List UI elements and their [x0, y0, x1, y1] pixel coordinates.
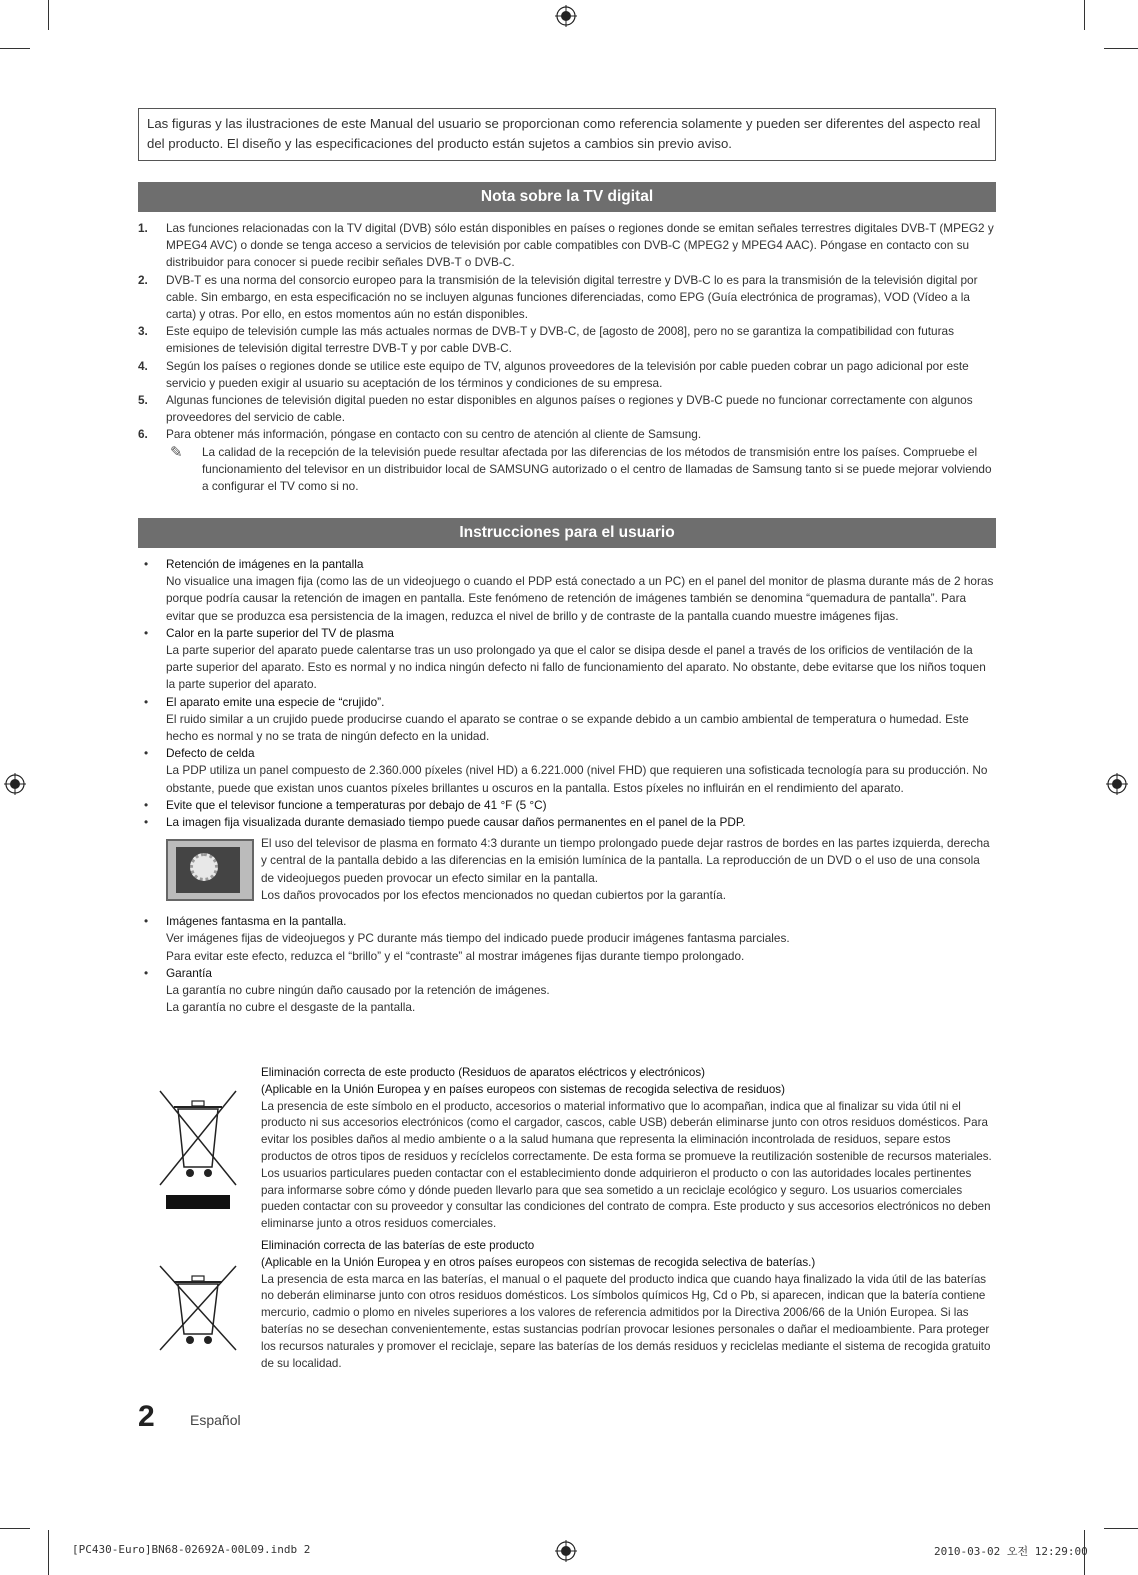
item-number: 1.	[138, 221, 148, 235]
list-item: • Imágenes fantasma en la pantalla. Ver imágenes fijas de videojuegos y PC durante más tiempo del indicado puede producir imágenes fantasma parciales. Para evitar este efecto, reduzca el “brillo” y el “contraste” al mostrar imágenes fijas durante tiempo prolongado.	[138, 913, 996, 965]
digital-tv-notes-list	[138, 220, 996, 495]
list-item	[138, 426, 996, 495]
item-body: La PDP utiliza un panel compuesto de 2.360.000 píxeles (nivel HD) a 6.221.000 (nivel FHD) que requieren una sofisticada tecnología para su producción. No obstante, puede que existan unos cuantos píxeles brillantes u oscuros en la pantalla. Estos píxeles no influirán en el rendimiento del aparato.	[166, 763, 988, 795]
tv-screen-image	[166, 839, 254, 901]
item-text: Para obtener más información, póngase en contacto con su centro de atención al cliente de Samsung.	[166, 427, 702, 442]
section-title-user-instructions: Instrucciones para el usuario	[138, 518, 996, 548]
item-body: Para evitar este efecto, reduzca el “brillo” y el “contraste” al mostrar imágenes fijas durante tiempo prolongado.	[166, 948, 745, 963]
registration-mark-icon	[555, 1540, 577, 1562]
list-item	[138, 358, 996, 392]
list-item: • Calor en la parte superior del TV de plasma La parte superior del aparato puede calentarse tras un uso prolongado ya que el calor se disipa desde el panel a través de los orificios de ventilación de la parte superior del aparato. Esto es normal y no indica ningún defecto ni fallo de funcionamiento del aparato. No obstante, debe evitarse que los niños toquen la parte superior del aparato.	[138, 625, 996, 694]
crossed-out-bin-icon	[158, 1087, 238, 1209]
user-instructions-list	[138, 556, 996, 1016]
item-heading: Calor en la parte superior del TV de plasma	[166, 625, 394, 640]
item-text: Este equipo de televisión cumple las más actuales normas de DVB-T y DVB-C, de [agosto de 2008], pero no se garantiza la compatibilidad con futuras emisiones de televisión digital terrestre DVB-T y por cable DVB-C.	[166, 324, 954, 356]
item-text: Según los países o regiones donde se utilice este equipo de TV, algunos proveedores de la televisión por cable pueden cobrar un pago adicional por este servicio y pueden exigir al usuario su aceptación de los términos y condiciones de su empresa.	[166, 358, 969, 390]
page-language: Español	[190, 1412, 241, 1428]
item-body: Ver imágenes fijas de videojuegos y PC durante más tiempo del indicado puede producir imágenes fantasma parciales.	[166, 931, 790, 946]
list-item: • Defecto de celda La PDP utiliza un panel compuesto de 2.360.000 píxeles (nivel HD) a 6.221.000 (nivel FHD) que requieren una sofisticada tecnología para su producción. No obstante, puede que existan unos cuantos píxeles brillantes u oscuros en la pantalla. Estos píxeles no influirán en el rendimiento del aparato.	[138, 745, 996, 797]
list-item	[138, 323, 996, 357]
item-heading: Retención de imágenes en la pantalla	[166, 557, 364, 571]
list-item: • Evite que el televisor funcione a temperaturas por debajo de 41 °F (5 °C)	[138, 797, 996, 814]
item-heading: Garantía	[166, 965, 212, 980]
list-item	[138, 220, 996, 272]
item-heading: La imagen fija visualizada durante demasiado tiempo puede causar daños permanentes en el panel de la PDP.	[166, 815, 746, 830]
print-timestamp: 2010-03-02 오전 12:29:00	[934, 1545, 1088, 1558]
item-heading: El aparato emite una especie de “crujido”.	[166, 694, 385, 709]
screen-burn-text: El uso del televisor de plasma en formato 4:3 durante un tiempo prolongado puede dejar rastros de bordes en las partes izquierda, derecha y central de la pantalla debido a las diferencias en la emisión lumínica de la pantalla. La reproducción de un DVD o el uso de una consola de videojuegos pueden provocar un efecto similar en la pantalla. Los daños provocados por los efectos mencionados no quedan cubiertos por la garantía.	[261, 836, 990, 902]
registration-mark-icon	[555, 5, 577, 27]
registration-mark-icon	[1106, 773, 1128, 795]
crop-mark	[48, 1530, 49, 1575]
item-heading: Defecto de celda	[166, 746, 255, 761]
crop-mark	[1104, 48, 1138, 49]
pencil-note-icon: ✎	[170, 443, 183, 461]
print-file-info: [PC430-Euro]BN68-02692A-00L09.indb 2	[72, 1543, 311, 1556]
weee-product-text: Eliminación correcta de este producto (Residuos de aparatos eléctricos y electrónicos) (Aplicable en la Unión Europea y en países europeos con sistemas de recogida selectiva de residuos) La presencia de este símbolo en el producto, accesorios o material informativo que lo acompañan, indica que al finalizar su vida útil ni el producto ni sus accesorios electrónicos (como el cargador, cascos, cable USB) deberán eliminarse junto con otros residuos domésticos. Para evitar los posibles daños al medio ambiente o a la salud humana que representa la eliminación incontrolada de residuos, separe estos productos de otros tipos de residuos y recíclelos correctamente. De esta forma se promueve la reutilización sostenible de recursos materiales. Los usuarios particulares pueden contactar con el establecimiento donde adquirieron el producto o con las autoridades locales pertinentes para informarse sobre cómo y dónde pueden llevarlo para que sea sometido a un reciclaje ecológico y seguro. Los usuarios comerciales pueden contactar con su proveedor y consultar las condiciones del contrato de compra. Este producto y sus accesorios electrónicos no deben eliminarse junto a otros residuos comerciales.	[261, 1066, 992, 1231]
crossed-out-bin-icon	[158, 1262, 238, 1352]
item-body: La parte superior del aparato puede calentarse tras un uso prolongado ya que el calor se disipa desde el panel a través de los orificios de ventilación de la parte superior del aparato. Esto es normal y no indica ningún defecto ni fallo de funcionamiento del aparato. No obstante, debe evitarse que los niños toquen la parte superior del aparato.	[166, 643, 986, 692]
crop-mark	[1104, 1528, 1138, 1529]
note-text: La calidad de la recepción de la televisión puede resultar afectada por las diferencias de los métodos de transmisión entre los países. Compruebe el funcionamiento del televisor en un distribuidor local de SAMSUNG autorizado o el centro de llamadas de Samsung tanto si se puede mejorar volviendo a configurar el TV como si no.	[202, 444, 992, 494]
page-number: 2	[138, 1400, 155, 1433]
item-number: 4.	[138, 358, 148, 373]
item-body: El ruido similar a un crujido puede producirse cuando el aparato se contrae o se expande debido a un cambio ambiental de temperatura o humedad. Este hecho es normal y no se trata de ningún defecto en la unidad.	[166, 711, 969, 744]
item-body: No visualice una imagen fija (como las de un videojuego o cuando el PDP está conectado a un PC) en el panel del monitor de plasma durante más de 2 horas porque podría causar la retención de imagen en pantalla. Este fenómeno de retención de imágenes también se denomina “quemadura de pantalla”. Para evitar que se produzca esa persistencia de la imagen, reduzca el nivel de brillo y de contraste de la pantalla cuando muestre imágenes fijas.	[166, 574, 994, 623]
disclaimer-box: Las figuras y las ilustraciones de este Manual del usuario se proporcionan como referencia solamente y pueden ser diferentes del aspecto real del producto. El diseño y las especificaciones del producto están sujetos a cambios sin previo aviso.	[138, 108, 996, 161]
list-item: • El aparato emite una especie de “crujido”. El ruido similar a un crujido puede producirse cuando el aparato se contrae o se expande debido a un cambio ambiental de temperatura o humedad. Este hecho es normal y no se trata de ningún defecto en la unidad.	[138, 694, 996, 746]
list-item: • Retención de imágenes en la pantalla No visualice una imagen fija (como las de un videojuego o cuando el PDP está conectado a un PC) en el panel del monitor de plasma durante más de 2 horas porque podría causar la retención de imagen en pantalla. Este fenómeno de retención de imágenes también se denomina “quemadura de pantalla”. Para evitar que se produzca esa persistencia de la imagen, reduzca el nivel de brillo y de contraste de la pantalla cuando muestre imágenes fijas.	[138, 556, 996, 625]
screen-burn-illustration	[166, 835, 996, 907]
registration-mark-icon	[4, 773, 26, 795]
crop-mark	[0, 48, 30, 49]
item-heading: Imágenes fantasma en la pantalla.	[166, 914, 347, 929]
item-body: La garantía no cubre ningún daño causado por la retención de imágenes.	[166, 983, 550, 998]
item-heading: Evite que el televisor funcione a temperaturas por debajo de 41 °F (5 °C)	[166, 797, 547, 812]
item-text: DVB-T es una norma del consorcio europeo para la transmisión de la televisión digital terrestre y DVB-C lo es para la transmisión de la televisión digital por cable. Sin embargo, en esta especificación no se incluyen algunas funciones diferenciadas, como EPG (Guía electrónica de programas), VOD (Vídeo a la carta) y otras. Por ello, en estos momentos aún no están disponibles.	[166, 272, 978, 322]
list-item: • Garantía La garantía no cubre ningún daño causado por la retención de imágenes. La garantía no cubre el desgaste de la pantalla.	[138, 965, 996, 1017]
weee-battery-text: Eliminación correcta de las baterías de este producto (Aplicable en la Unión Europea y en otros países europeos con sistemas de recogida selectiva de baterías.) La presencia de esta marca en las baterías, el manual o el paquete del producto indica que cuando haya finalizado la vida útil de las baterías no deberán eliminarse junto con otros residuos domésticos. Los símbolos químicos Hg, Cd o Pb, si aparecen, indican que la batería contiene mercurio, cadmio o plomo en niveles superiores a los valores de referencia admitidos por la Directiva 2006/66 de la Unión Europea. Si las baterías no se desechan convenientemente, estas sustancias podrían provocar lesiones personales o dañar el medioambiente. Para proteger los recursos naturales y promover el reciclaje, separe las baterías de los demás residuos y reciclelas mediante el sistema de recogida gratuito de su localidad.	[261, 1239, 991, 1370]
item-number: 3.	[138, 324, 148, 339]
reception-note	[166, 444, 996, 496]
list-item	[138, 392, 996, 426]
item-number: 2.	[138, 272, 148, 287]
item-number: 6.	[138, 427, 148, 442]
crop-mark	[1084, 0, 1085, 30]
item-number: 5.	[138, 393, 148, 408]
item-text: Las funciones relacionadas con la TV digital (DVB) sólo están disponibles en países o regiones donde se emitan señales terrestres digitales DVB-T (MPEG2 y MPEG4 AVC) o donde se tenga acceso a servicios de televisión por cable compatibles con DVB-C (MPEG2 y MPEG4 AAC). Póngase en contacto con su distribuidor para conocer si puede recibir señales DVB-T o DVB-C.	[166, 221, 994, 270]
crop-mark	[0, 1528, 30, 1529]
list-item	[138, 272, 996, 324]
item-body: La garantía no cubre el desgaste de la pantalla.	[166, 1000, 416, 1015]
crop-mark	[48, 0, 49, 30]
section-title-digital-tv: Nota sobre la TV digital	[138, 182, 996, 212]
item-text: Algunas funciones de televisión digital pueden no estar disponibles en algunos países o regiones y DVB-C puede no funcionar correctamente con algunos proveedores del servicio de cable.	[166, 393, 973, 425]
list-item: • La imagen fija visualizada durante demasiado tiempo puede causar daños permanentes en el panel de la PDP.	[138, 814, 996, 831]
